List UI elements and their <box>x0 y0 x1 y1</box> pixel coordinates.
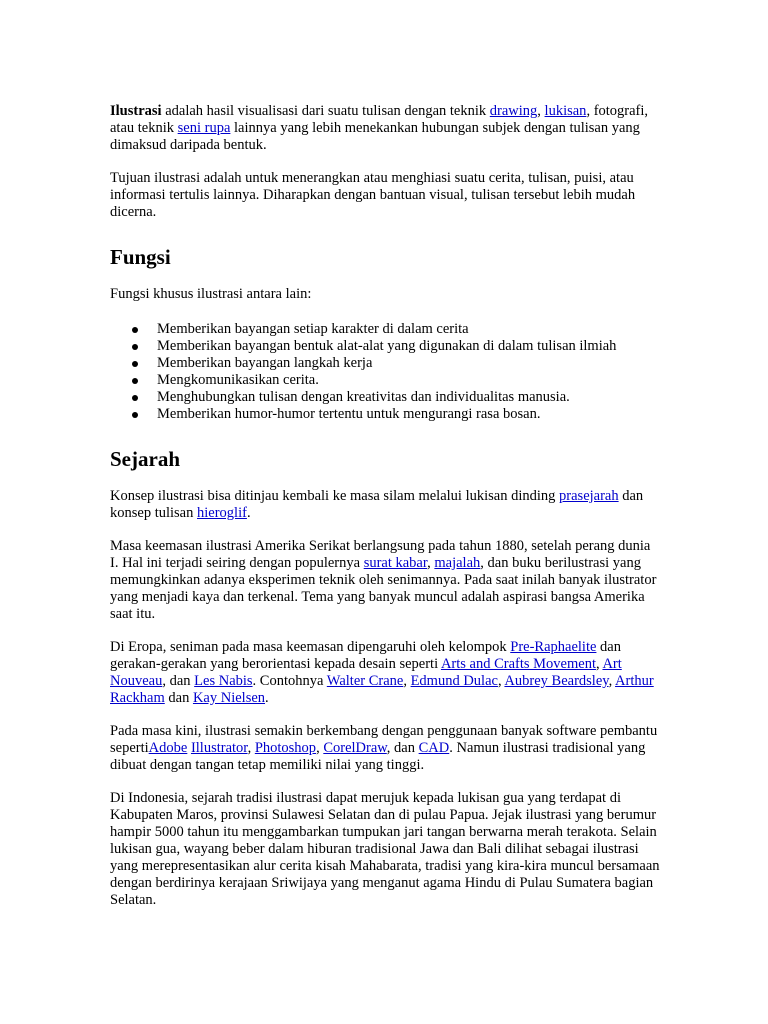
document-body <box>110 103 660 925</box>
sejarah-paragraph-1 <box>110 488 660 522</box>
text-run: , dan <box>162 673 195 689</box>
link-hieroglif[interactable]: hieroglif <box>197 505 247 521</box>
bullet-icon <box>132 361 138 367</box>
text-run: Masa keemasan ilustrasi Amerika Serikat berlangsung pada tahun 1880, setelah perang dunia I. Hal ini terjadi seiring dengan populernya <box>110 538 651 571</box>
link-majalah[interactable]: majalah <box>434 555 481 571</box>
link-aubrey-beardsley[interactable]: Aubrey Beardsley <box>504 673 609 689</box>
bullet-icon <box>132 395 138 401</box>
text-run: , dan <box>386 740 419 756</box>
link-photoshop[interactable]: Photoshop <box>254 740 317 756</box>
heading-fungsi: Fungsi <box>110 245 171 269</box>
text-run: , <box>427 555 435 571</box>
link-edmund-dulac[interactable]: Edmund Dulac <box>410 673 498 689</box>
link-prasejarah[interactable]: prasejarah <box>559 488 619 504</box>
text-run: , <box>595 656 603 672</box>
list-item-text: Memberikan bayangan langkah kerja <box>157 355 373 371</box>
sejarah-paragraph-4 <box>110 723 660 774</box>
bullet-icon <box>132 378 138 384</box>
list-item-text: Memberikan humor-humor tertentu untuk mengurangi rasa bosan. <box>157 406 541 422</box>
text-run: , <box>316 740 324 756</box>
text-run: dan konsep tulisan <box>110 488 644 521</box>
list-item <box>157 372 660 389</box>
list-item <box>157 338 660 355</box>
text-run: Di Eropa, seniman pada masa keemasan dipengaruhi oleh kelompok <box>110 639 511 655</box>
link-walter-crane[interactable]: Walter Crane <box>326 673 404 689</box>
link-surat-kabar[interactable]: surat kabar <box>363 555 428 571</box>
text-run: , <box>537 103 545 119</box>
list-item <box>157 321 660 338</box>
link-illustrator[interactable]: Illustrator <box>190 740 248 756</box>
link-cad[interactable]: CAD <box>418 740 450 756</box>
text-run: , <box>247 740 255 756</box>
bullet-icon <box>132 344 138 350</box>
intro-paragraph-2: Tujuan ilustrasi adalah untuk menerangkan atau menghiasi suatu cerita, tulisan, puisi, atau informasi tertulis lainnya. Diharapkan dengan bantuan visual, tulisan tersebut lebih mudah dicerna. <box>110 170 636 220</box>
text-run: dan gerakan-gerakan yang berorientasi kepada desain seperti <box>110 639 621 672</box>
link-drawing[interactable]: drawing <box>489 103 538 119</box>
link-pre-raphaelite[interactable]: Pre-Raphaelite <box>510 639 597 655</box>
text-run: Pada masa kini, ilustrasi semakin berkembang dengan penggunaan banyak software pembantu seperti <box>110 723 658 756</box>
heading-sejarah: Sejarah <box>110 447 180 471</box>
text-run: Konsep ilustrasi bisa ditinjau kembali ke masa silam melalui lukisan dinding <box>110 488 560 504</box>
sejarah-paragraph-3 <box>110 639 660 707</box>
link-les-nabis[interactable]: Les Nabis <box>194 673 253 689</box>
list-item-text: Memberikan bayangan bentuk alat-alat yang digunakan di dalam tulisan ilmiah <box>157 338 617 354</box>
link-art-nouveau[interactable]: Art Nouveau <box>110 656 622 689</box>
link-arthur-rackham[interactable]: Arthur Rackham <box>110 673 654 706</box>
list-item-text: Menghubungkan tulisan dengan kreativitas dan individualitas manusia. <box>157 389 570 405</box>
text-run: lainnya yang lebih menekankan hubungan subjek dengan tulisan yang dimaksud daripada bentuk. <box>110 120 640 153</box>
text-run: , fotografi, atau teknik <box>110 103 649 136</box>
text-run: . Namun ilustrasi tradisional yang dibuat dengan tangan tetap memiliki nilai yang tinggi. <box>110 740 646 773</box>
bullet-icon <box>132 327 138 333</box>
text-run: , <box>608 673 616 689</box>
link-seni-rupa[interactable]: seni rupa <box>177 120 231 136</box>
fungsi-intro: Fungsi khusus ilustrasi antara lain: <box>110 286 312 302</box>
term-ilustrasi: Ilustrasi <box>110 103 162 119</box>
text-run: . <box>265 690 269 706</box>
list-item-text: Memberikan bayangan setiap karakter di dalam cerita <box>157 321 469 337</box>
fungsi-list <box>110 321 660 423</box>
list-item <box>157 355 660 372</box>
text-run: , dan buku berilustrasi yang memungkinkan adanya eksperimen teknik oleh senimannya. Pada saat inilah banyak ilustrator yang menjadi kaya dan terkenal. Tema yang banyak muncul adalah aspirasi bangsa Amerika saat itu. <box>110 555 657 622</box>
text-run: . <box>246 505 251 521</box>
sejarah-paragraph-2 <box>110 538 660 623</box>
text-run: , <box>403 673 411 689</box>
bullet-icon <box>132 412 138 418</box>
sejarah-paragraph-5: Di Indonesia, sejarah tradisi ilustrasi dapat merujuk kepada lukisan gua yang terdapat di Kabupaten Maros, provinsi Sulawesi Selatan dan di pulau Papua. Jejak ilustrasi yang berumur hampir 5000 tahun itu menggambarkan tumpukan jari tangan berwarna merah terakota. Selain lukisan gua, wayang beber dalam hiburan tradisional Jawa dan Bali dilihat sebagai ilustrasi yang merepresentasikan alur cerita kisah Mahabarata, tradisi yang kira-kira muncul bersamaan dengan berdirinya kerajaan Sriwijaya yang menganut agama Hindu di Pulau Sumatera bagian Selatan. <box>110 790 660 908</box>
text-run: , <box>497 673 505 689</box>
list-item <box>157 389 660 406</box>
link-arts-and-crafts-movement[interactable]: Arts and Crafts Movement <box>440 656 596 672</box>
list-item <box>157 406 660 423</box>
intro-paragraph-1 <box>110 103 660 154</box>
list-item-text: Mengkomunikasikan cerita. <box>157 372 319 388</box>
link-adobe[interactable]: Adobe <box>148 740 188 756</box>
link-lukisan[interactable]: lukisan <box>544 103 587 119</box>
text-run: dan <box>164 690 193 706</box>
link-kay-nielsen[interactable]: Kay Nielsen <box>192 690 266 706</box>
text-run: adalah hasil visualisasi dari suatu tulisan dengan teknik <box>161 103 490 119</box>
link-coreldraw[interactable]: CorelDraw <box>323 740 387 756</box>
text-run: . Contohnya <box>252 673 327 689</box>
